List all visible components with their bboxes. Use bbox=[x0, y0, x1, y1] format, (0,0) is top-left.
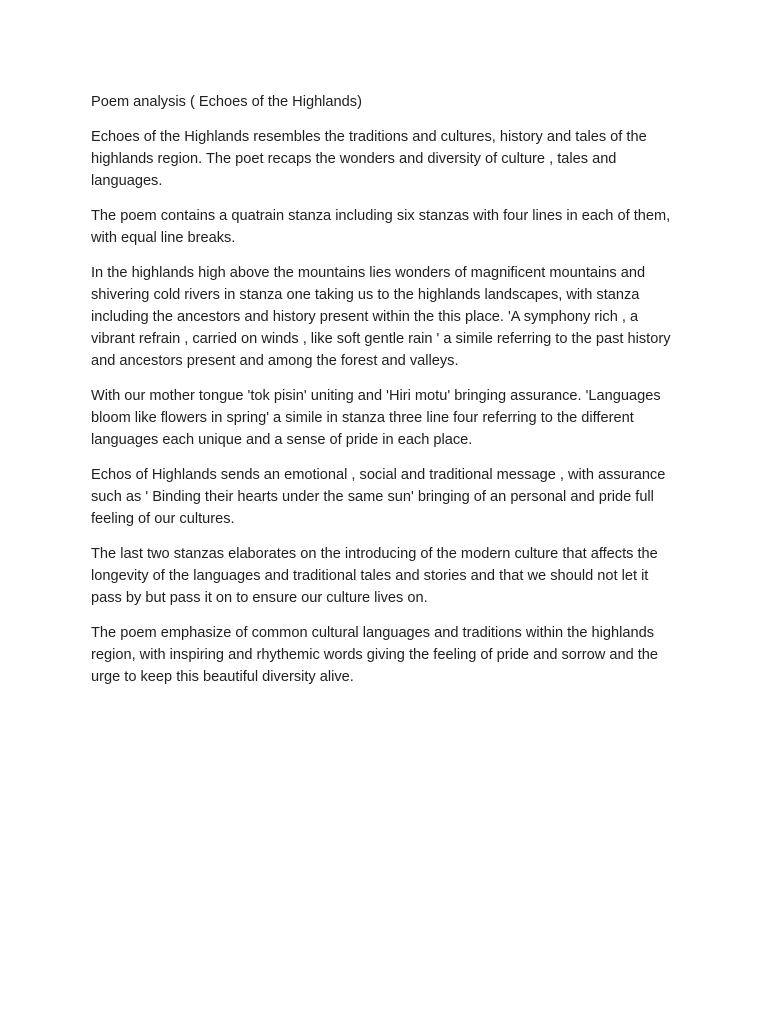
paragraph-structure: The poem contains a quatrain stanza including six stanzas with four lines in each of them, with equal line breaks. bbox=[91, 208, 671, 246]
paragraph-intro: Echoes of the Highlands resembles the traditions and cultures, history and tales of the highlands region. The poet recaps the wonders and diversity of culture , tales and languages. bbox=[91, 129, 647, 189]
paragraph-message: Echos of Highlands sends an emotional , social and traditional message , with assurance such as ' Binding their hearts under the same sun' bringing of an personal and pride full feeling of our cultures. bbox=[91, 467, 666, 527]
paragraph-last-stanzas: The last two stanzas elaborates on the introducing of the modern culture that affects the longevity of the languages and traditional tales and stories and that we should not let it pass by but pass it on to ensure our culture lives on. bbox=[91, 546, 658, 606]
paragraph-stanza-one: In the highlands high above the mountains lies wonders of magnificent mountains and shivering cold rivers in stanza one taking us to the highlands landscapes, with stanza including the ancestors and history present within the this place. 'A symphony rich , a vibrant refrain , carried on winds , like soft gentle rain ' a simile referring to the past history and ancestors present and among the forest and valleys. bbox=[91, 265, 671, 369]
document-body bbox=[91, 91, 681, 701]
document-title: Poem analysis ( Echoes of the Highlands) bbox=[91, 94, 362, 110]
paragraph-conclusion: The poem emphasize of common cultural languages and traditions within the highlands region, with inspiring and rhythemic words giving the feeling of pride and sorrow and the urge to keep this beautiful diversity alive. bbox=[91, 625, 659, 685]
paragraph-languages: With our mother tongue 'tok pisin' uniting and 'Hiri motu' bringing assurance. 'Languages bloom like flowers in spring' a simile in stanza three line four referring to the different languages each unique and a sense of pride in each place. bbox=[91, 388, 661, 448]
